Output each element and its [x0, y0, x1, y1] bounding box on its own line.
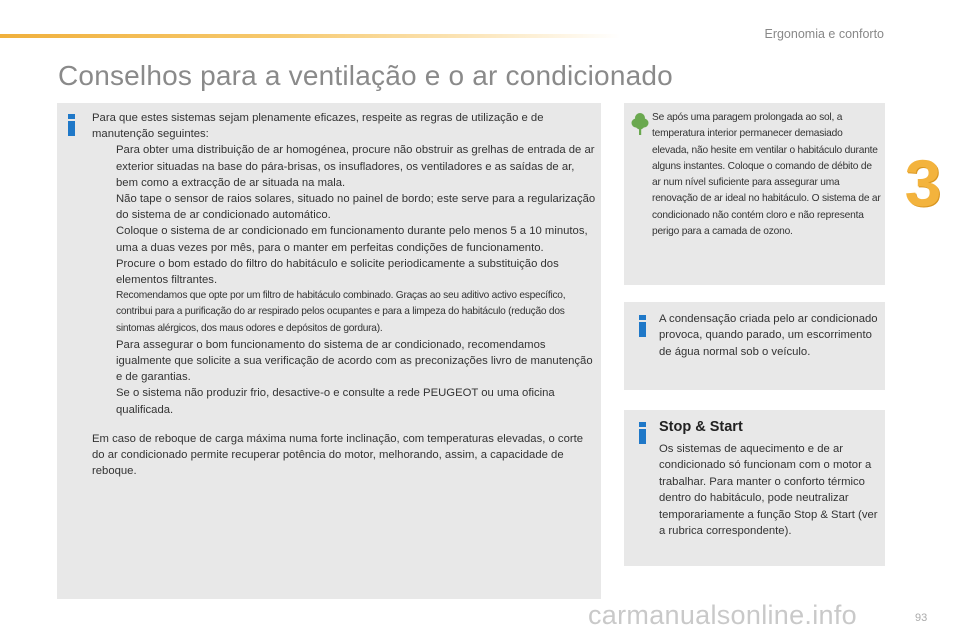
info-icon: [638, 422, 647, 444]
section-header: Ergonomia e conforto: [764, 27, 884, 41]
header-accent-bar: [0, 34, 620, 38]
filter-note: Recomendamos que opte por um filtro de habitáculo combinado. Graças ao seu aditivo activo específico, contribui para a purificação do ar respirado pelos ocupantes e para a limpeza do habitáculo (redução dos sintomas alérgicos, dos maus odores e depósitos de gordura).: [116, 290, 566, 334]
list-item: Coloque o sistema de ar condicionado em funcionamento durante pelo menos 5 a 10 minutos, uma a duas vezes por mês, para o manter em perfeitas condições de funcionamento.: [116, 225, 588, 254]
page-title: Conselhos para a ventilação e o ar condicionado: [58, 60, 673, 91]
list-item: Procure o bom estado do filtro do habitáculo e solicite periodicamente a substituição dos elementos filtrantes.: [116, 257, 559, 287]
tree-icon: [631, 112, 649, 136]
list-item: Não tape o sensor de raios solares, situado no painel de bordo; este serve para a regularização do sistema de ar condicionado automático.: [116, 193, 596, 222]
info-icon: [67, 114, 76, 136]
stop-start-title: Stop & Start: [659, 419, 743, 435]
list-item: Para obter uma distribuição de ar homogénea, procure não obstruir as grelhas de entrada de ar exterior situadas na base do pára-brisas, os insufladores, os ventiladores e as saídas de ar, bem como a extracção de ar situada na mala.: [116, 144, 595, 189]
watermark: carmanualsonline.info: [588, 600, 857, 630]
eco-tip-text: Se após uma paragem prolongada ao sol, a temperatura interior permanecer demasiado elevada, não hesite em ventilar o habitáculo durante alguns instantes. Coloque o comando de débito de ar num nível suficiente para assegurar uma renovação de ar ideal no habitáculo. O sistema de ar condicionado não contém cloro e não representa perigo para a camada de ozono.: [652, 112, 881, 238]
list-item: Se o sistema não produzir frio, desactive-o e consulte a rede PEUGEOT ou uma oficina qualificada.: [116, 387, 555, 416]
intro-paragraph: Para que estes sistemas sejam plenamente eficazes, respeite as regras de utilização e de manutenção seguintes:: [92, 112, 544, 141]
info-icon: [638, 315, 647, 337]
chapter-number: 3: [904, 146, 942, 220]
main-text-block: [92, 110, 596, 479]
closing-paragraph: Em caso de reboque de carga máxima numa forte inclinação, com temperaturas elevadas, o corte do ar condicionado permite recuperar potência do motor, melhorando, assim, a capacidade de reboque.: [92, 432, 584, 478]
page-number: 93: [915, 612, 928, 624]
condensation-text: A condensação criada pelo ar condicionado provoca, quando parado, um escorrimento de água normal sob o veículo.: [659, 313, 878, 358]
stop-start-text: Os sistemas de aquecimento e de ar condicionado só funcionam com o motor a trabalhar. Para manter o conforto térmico dentro do habitáculo, pode neutralizar temporariamente a função Stop & Start (ver a rubrica correspondente).: [659, 443, 878, 538]
list-item: Para assegurar o bom funcionamento do sistema de ar condicionado, recomendamos igualmente que solicite a sua verificação de acordo com as preconizações livro de manutenção e de garantias.: [116, 338, 593, 384]
